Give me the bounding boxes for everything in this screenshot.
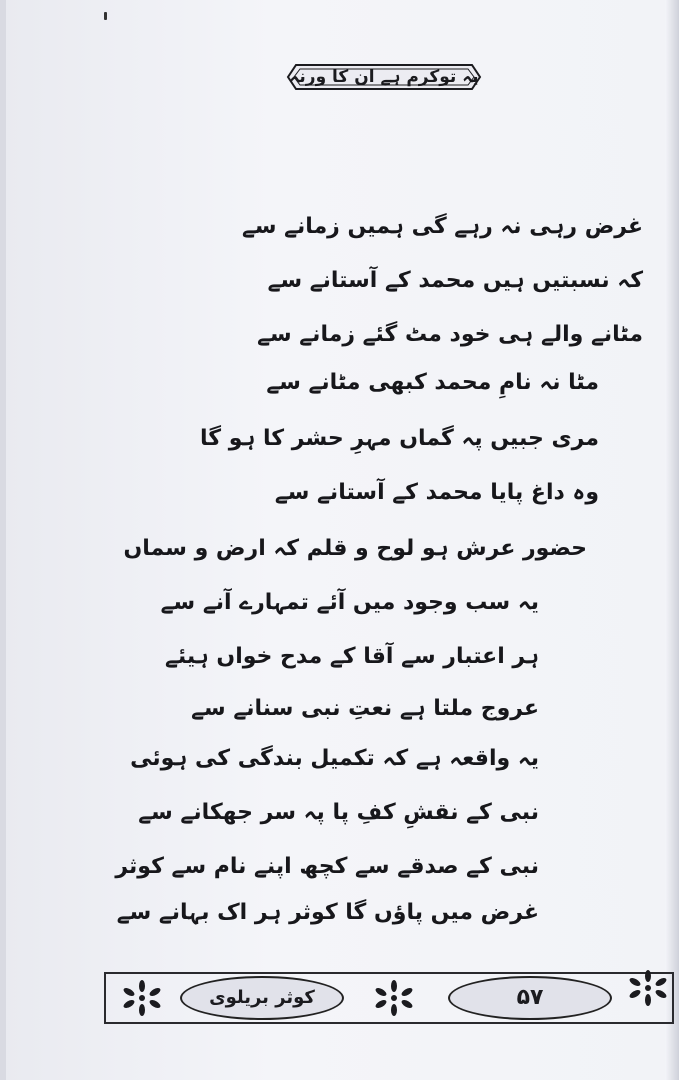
- page-left-edge: [0, 0, 6, 1080]
- poem-line: نبی کے صدقے سے کچھ اپنے نام سے کوثر: [115, 854, 539, 879]
- poem-line: یہ سب وجود میں آئے تمہارے آنے سے: [160, 590, 539, 615]
- poem-line: مری جبیں پہ گماں مہرِ حشر کا ہو گا: [199, 426, 599, 451]
- flower-ornament-icon: [626, 968, 670, 1008]
- footer-border-top: [104, 972, 674, 974]
- poem-line: ہر اعتبار سے آقا کے مدح خواں ہیئے: [165, 644, 539, 669]
- header-banner: [286, 62, 482, 92]
- poem-line: عروج ملتا ہے نعتِ نبی سنانے سے: [191, 696, 539, 721]
- poem-line: غرض میں پاؤں گا کوثر ہر اک بہانے سے: [116, 900, 539, 925]
- poet-name-badge: کوثر بریلوی: [180, 976, 344, 1020]
- footer-border-right: [672, 972, 674, 1024]
- page-right-edge: [665, 0, 679, 1080]
- poem-line: مٹانے والے ہی خود مٹ گئے زمانے سے: [257, 322, 643, 347]
- page-number-badge: ۵۷: [448, 976, 612, 1020]
- footer-border-left: [104, 972, 106, 1024]
- poem-line: کہ نسبتیں ہیں محمد کے آستانے سے: [267, 268, 643, 293]
- flower-ornament-icon: [372, 978, 416, 1018]
- poem-line: وہ داغ پایا محمد کے آستانے سے: [274, 480, 599, 505]
- poem-line: غرض رہی نہ رہے گی ہمیں زمانے سے: [241, 214, 643, 239]
- poem-line: نبی کے نقشِ کفِ پا پہ سر جھکانے سے: [138, 800, 539, 825]
- ink-mark: [104, 12, 107, 20]
- poem-line: یہ واقعہ ہے کہ تکمیل بندگی کی ہوئی: [130, 746, 539, 771]
- page-title: یہ توکرم ہے ان کا ورنہ: [289, 67, 479, 87]
- flower-ornament-icon: [120, 978, 164, 1018]
- footer-border-bottom: [104, 1022, 674, 1024]
- poem-line: حضور عرش ہو لوح و قلم کہ ارض و سماں: [123, 536, 587, 561]
- poem-line: مٹا نہ نامِ محمد کبھی مٹانے سے: [266, 370, 599, 395]
